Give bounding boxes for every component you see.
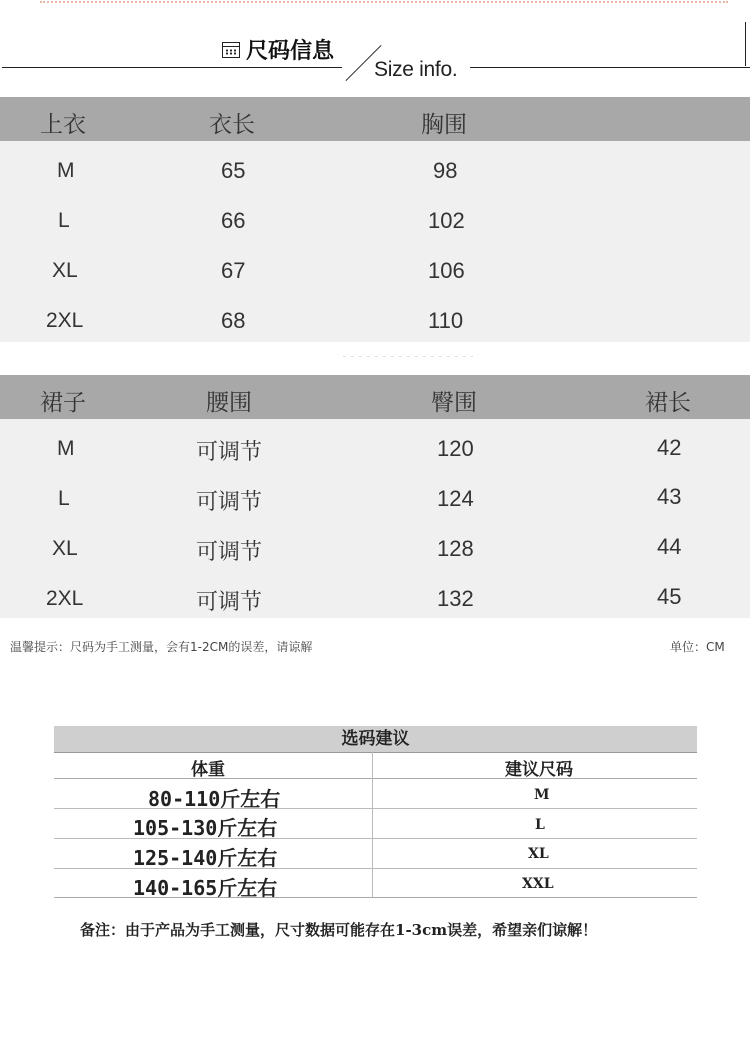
section-divider [343, 356, 473, 357]
top-size-cell: L [58, 209, 70, 232]
top-table-header-cell: 衣长 [209, 112, 255, 138]
top-table-header [0, 97, 750, 141]
size-info-title-cn [222, 34, 334, 65]
skirt-waist-cell: 可调节 [196, 590, 263, 615]
top-bust-cell: 106 [428, 258, 465, 283]
skirt-waist-cell: 可调节 [196, 490, 263, 515]
rec-size-cell: XL [528, 846, 549, 862]
skirt-table-header-cell: 裙子 [40, 390, 86, 416]
top-table-header-cell: 上衣 [40, 112, 86, 138]
skirt-table-header [0, 375, 750, 419]
rec-weight-cell: 125-140斤左右 [133, 846, 278, 870]
rec-size-cell: M [534, 787, 550, 803]
size-info-title-en: Size info. [374, 58, 458, 81]
recommendation-note: 备注：由于产品为手工测量，尺寸数据可能存在1-3cm误差，希望亲们谅解！ [80, 921, 598, 939]
top-dotted-divider [40, 1, 728, 3]
skirt-size-cell: 2XL [46, 587, 84, 610]
top-size-cell: M [57, 159, 75, 182]
top-length-cell: 68 [221, 308, 246, 333]
skirt-waist-cell: 可调节 [196, 540, 263, 565]
skirt-hip-cell: 128 [437, 536, 474, 561]
rec-divider [54, 752, 697, 753]
rec-header-weight: 体重 [191, 760, 225, 780]
top-table-header-cell: 胸围 [421, 112, 467, 138]
rec-column-divider [372, 752, 373, 897]
header-rule-left [2, 67, 342, 68]
top-size-cell: 2XL [46, 309, 84, 332]
size-info-title-cn-text: 尺码信息 [246, 39, 335, 64]
skirt-hip-cell: 132 [437, 586, 474, 611]
rec-divider [54, 778, 697, 779]
top-table-body [0, 141, 750, 342]
top-bust-cell: 98 [433, 158, 458, 183]
skirt-table-header-cell: 臀围 [431, 390, 477, 416]
top-length-cell: 65 [221, 158, 246, 183]
unit-note: 单位：CM [670, 640, 725, 654]
skirt-hip-cell: 120 [437, 436, 474, 461]
skirt-hip-cell: 124 [437, 486, 474, 511]
top-bust-cell: 102 [428, 208, 465, 233]
top-size-cell: XL [52, 259, 78, 282]
rec-size-cell: L [535, 817, 545, 833]
top-length-cell: 67 [221, 258, 246, 283]
recommendation-title-bar [54, 726, 697, 752]
skirt-waist-cell: 可调节 [196, 440, 263, 465]
skirt-size-cell: M [57, 437, 75, 460]
skirt-size-cell: XL [52, 537, 78, 560]
right-edge-tick [745, 22, 746, 66]
rec-header-size: 建议尺码 [505, 760, 573, 780]
measurement-note: 温馨提示：尺码为手工测量，会有1-2CM的误差，请谅解 [10, 640, 313, 654]
skirt-table-header-cell: 裙长 [645, 390, 691, 416]
skirt-size-cell: L [58, 487, 70, 510]
skirt-table-body [0, 419, 750, 618]
top-length-cell: 66 [221, 208, 246, 233]
skirt-length-cell: 43 [657, 484, 682, 509]
rec-weight-cell: 80-110斤左右 [148, 787, 281, 811]
rec-weight-cell: 105-130斤左右 [133, 816, 278, 840]
rec-size-cell: XXL [522, 876, 554, 892]
skirt-length-cell: 45 [657, 584, 682, 609]
top-bust-cell: 110 [428, 308, 464, 333]
skirt-length-cell: 44 [657, 534, 682, 559]
recommendation-title: 选码建议 [341, 729, 410, 749]
skirt-length-cell: 42 [657, 435, 682, 460]
header-rule-right [470, 67, 750, 68]
skirt-table-header-cell: 腰围 [206, 390, 252, 416]
rec-weight-cell: 140-165斤左右 [133, 876, 278, 900]
calendar-icon [222, 42, 240, 58]
